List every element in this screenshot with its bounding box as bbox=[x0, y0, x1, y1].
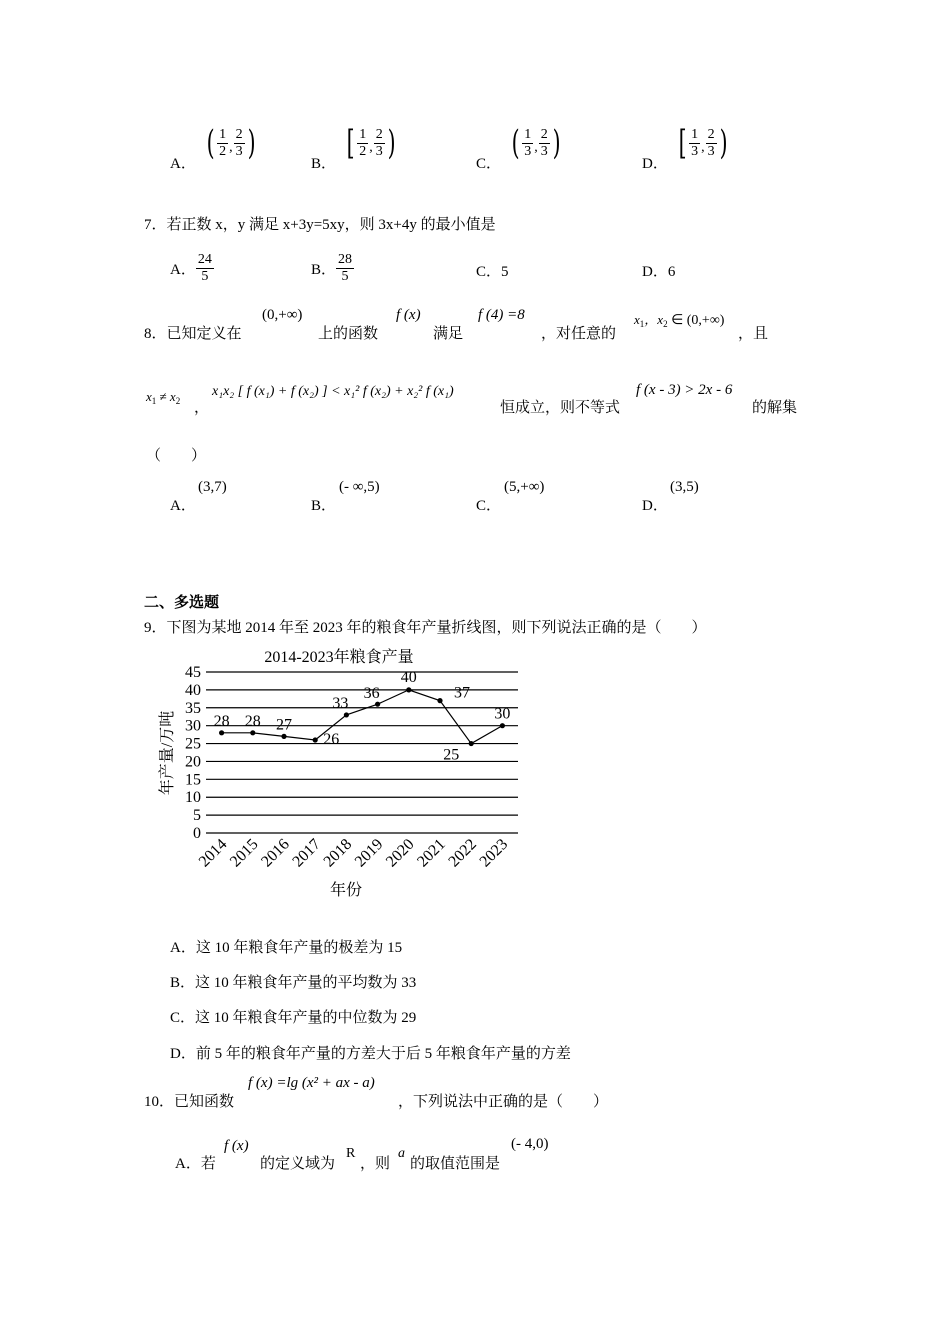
q6-option-label: A． bbox=[170, 155, 196, 172]
q7-option-b-label: B． bbox=[311, 261, 337, 278]
y-tick-label: 0 bbox=[193, 825, 201, 842]
q6-fraction-2 bbox=[706, 127, 717, 160]
q6-denominator-1: 2 bbox=[359, 143, 367, 159]
q10-option-a-text-4: 的取值范围是 bbox=[410, 1156, 501, 1172]
q9-option-b[interactable]: B．这 10 年粮食年产量的平均数为 33 bbox=[170, 975, 417, 991]
q6-left-bracket: [ bbox=[346, 123, 355, 163]
q6-option-interval: [ $\frac{1}{3}$ , $\frac{2}{3}$ ) bbox=[678, 123, 728, 163]
data-label: 36 bbox=[363, 685, 380, 703]
data-label: 25 bbox=[443, 746, 460, 764]
y-tick-label: 15 bbox=[185, 771, 201, 789]
q8-blank: （ ） bbox=[146, 448, 207, 464]
q9-stem: 9．下图为某地 2014 年至 2023 年的粮食年产量折线图，则下列说法正确的是（ ） bbox=[144, 620, 707, 636]
q9-option-d[interactable]: D．前 5 年的粮食年产量的方差大于后 5 年粮食年产量的方差 bbox=[170, 1046, 571, 1062]
q7-option-a-numerator: 24 bbox=[197, 251, 212, 267]
q8-option-b-label[interactable]: B． bbox=[311, 498, 337, 514]
q7-option-a-label: A． bbox=[170, 261, 196, 278]
q8-math-target-ineq: f (x - 3) > 2x - 6 bbox=[636, 382, 733, 398]
q10-option-a-R: R bbox=[346, 1146, 356, 1161]
q6-numerator-2: 2 bbox=[235, 126, 243, 142]
q8-text-2: 上的函数 bbox=[318, 326, 379, 342]
q10-text-1: 10．已知函数 bbox=[144, 1094, 235, 1110]
data-point bbox=[437, 698, 442, 703]
q8-text-1: 8．已知定义在 bbox=[144, 326, 242, 342]
y-tick-label: 30 bbox=[185, 717, 201, 735]
q7-option-c[interactable]: C．5 bbox=[476, 264, 509, 280]
data-point bbox=[219, 730, 224, 735]
section-heading: 二、多选题 bbox=[144, 595, 220, 611]
q6-denominator-2: 3 bbox=[540, 143, 548, 159]
q6-option-label: B． bbox=[311, 155, 337, 172]
q6-numerator-2: 2 bbox=[540, 126, 548, 142]
q6-option-b[interactable] bbox=[311, 124, 398, 174]
data-point bbox=[500, 723, 505, 728]
q10-math-function: f (x) =lg (x² + ax - a) bbox=[248, 1075, 375, 1091]
q8-math-inequality: x₁x₂ [ f (x₁) + f (x₂) ] < x₁² f (x₂) + x₂² f (x₁) bbox=[212, 384, 454, 399]
q6-denominator-1: 3 bbox=[524, 143, 532, 159]
y-tick-label: 10 bbox=[185, 789, 201, 807]
q8-math-x2: ，x bbox=[644, 312, 664, 327]
q6-left-bracket: ( bbox=[511, 123, 520, 163]
q6-denominator-2: 3 bbox=[375, 143, 383, 159]
y-tick-label: 25 bbox=[185, 735, 201, 753]
q6-denominator-1: 2 bbox=[219, 143, 227, 159]
data-label: 37 bbox=[454, 684, 470, 702]
data-point bbox=[344, 712, 349, 717]
x-tick-label: 2014 bbox=[195, 835, 231, 871]
q6-option-label: C． bbox=[476, 155, 502, 172]
x-tick-label: 2023 bbox=[476, 835, 512, 871]
q9-option-c[interactable]: C．这 10 年粮食年产量的中位数为 29 bbox=[170, 1010, 417, 1026]
q8-comma: ， bbox=[194, 400, 210, 416]
q6-right-bracket: ) bbox=[247, 123, 256, 163]
q6-numerator-1: 1 bbox=[219, 126, 227, 142]
chart-title: 2014-2023年粮食产量 bbox=[264, 649, 414, 666]
q6-numerator-1: 1 bbox=[524, 126, 532, 142]
q7-option-b-denominator: 5 bbox=[341, 268, 349, 284]
production-line-chart bbox=[140, 640, 540, 905]
q10-option-a-range: (- 4,0) bbox=[511, 1136, 549, 1152]
chart-xlabel: 年份 bbox=[329, 882, 363, 899]
q8-math-fx: f (x) bbox=[396, 307, 421, 323]
q8-text-6: 恒成立，则不等式 bbox=[500, 400, 621, 416]
x-tick-label: 2016 bbox=[258, 835, 293, 871]
q6-option-c[interactable] bbox=[476, 124, 563, 174]
q6-fraction-2 bbox=[234, 127, 245, 160]
q8-option-b-interval: (- ∞,5) bbox=[339, 479, 380, 495]
q6-numerator-2: 2 bbox=[375, 126, 383, 142]
x-tick-label: 2020 bbox=[382, 835, 418, 871]
q10-option-a[interactable] bbox=[175, 1152, 216, 1173]
q6-denominator-1: 3 bbox=[691, 143, 699, 159]
q7-stem: 7．若正数 x，y 满足 x+3y=5xy，则 3x+4y 的最小值是 bbox=[144, 217, 496, 233]
q7-option-a[interactable] bbox=[170, 246, 214, 290]
q6-denominator-2: 3 bbox=[235, 143, 243, 159]
q6-option-d[interactable] bbox=[642, 124, 730, 174]
q6-option-label: D． bbox=[642, 155, 668, 172]
q6-denominator-2: 3 bbox=[707, 143, 715, 159]
y-tick-label: 5 bbox=[193, 807, 201, 825]
q7-option-b-numerator: 28 bbox=[338, 251, 353, 267]
q6-fraction-1 bbox=[689, 127, 700, 160]
x-tick-label: 2017 bbox=[289, 835, 325, 871]
data-point bbox=[469, 741, 474, 746]
q6-fraction-1 bbox=[522, 127, 533, 160]
q8-math-domain: (0,+∞) bbox=[262, 307, 303, 323]
q8-text-5: ，且 bbox=[738, 326, 769, 342]
data-label: 30 bbox=[494, 705, 511, 723]
q6-option-interval: [ $\frac{1}{2}$ , $\frac{2}{3}$ ) bbox=[346, 123, 396, 163]
q8-math-neq: $x_1 \ne x_2$ bbox=[146, 389, 181, 406]
q6-fraction-1 bbox=[217, 127, 228, 160]
q6-option-interval: ( $\frac{1}{2}$ , $\frac{2}{3}$ ) bbox=[206, 123, 256, 163]
data-point bbox=[406, 687, 411, 692]
q8-math-neq-x2: ≠ x bbox=[156, 389, 176, 404]
q10-text-2: ，下列说法中正确的是（ ） bbox=[398, 1094, 609, 1110]
q8-option-c-interval: (5,+∞) bbox=[504, 479, 545, 495]
q8-math-in-interval: ∈ (0,+∞) bbox=[667, 313, 725, 328]
q8-math-x1: x bbox=[634, 312, 640, 327]
q10-option-a-fx: f (x) bbox=[224, 1138, 249, 1154]
q6-numerator-1: 1 bbox=[691, 126, 699, 142]
q6-right-bracket: ) bbox=[387, 123, 396, 163]
q7-option-d[interactable]: D．6 bbox=[642, 264, 676, 280]
q10-option-a-text-1: A．若 bbox=[175, 1156, 216, 1172]
q6-fraction-1 bbox=[357, 127, 368, 160]
q8-text-4: ，对任意的 bbox=[541, 326, 617, 342]
data-point bbox=[250, 730, 255, 735]
q8-math-f4: f (4) =8 bbox=[478, 307, 525, 323]
q8-math-any: $x_1$，$x_2$ ∈ (0,+∞) bbox=[634, 312, 725, 329]
q6-left-bracket: [ bbox=[678, 123, 687, 163]
q6-right-bracket: ) bbox=[552, 123, 561, 163]
q6-numerator-2: 2 bbox=[707, 126, 715, 142]
x-tick-label: 2021 bbox=[414, 835, 449, 871]
y-tick-label: 45 bbox=[185, 664, 201, 681]
q8-math-neq-x1: x bbox=[146, 389, 152, 404]
data-label: 28 bbox=[244, 712, 261, 730]
q6-fraction-2 bbox=[374, 127, 385, 160]
y-tick-label: 20 bbox=[185, 753, 201, 771]
q6-right-bracket: ) bbox=[719, 123, 728, 163]
y-tick-label: 35 bbox=[185, 699, 201, 717]
data-point bbox=[281, 734, 286, 739]
data-label: 26 bbox=[323, 730, 340, 748]
y-tick-label: 40 bbox=[185, 681, 201, 699]
q6-numerator-1: 1 bbox=[359, 126, 367, 142]
x-tick-label: 2019 bbox=[351, 835, 387, 871]
q7-option-b-fraction bbox=[336, 252, 354, 285]
q6-option-a[interactable] bbox=[170, 124, 258, 174]
q6-fraction-2 bbox=[539, 127, 550, 160]
q8-option-c-label[interactable]: C． bbox=[476, 498, 502, 514]
q8-option-d-label[interactable]: D． bbox=[642, 498, 668, 514]
q9-option-a[interactable]: A．这 10 年粮食年产量的极差为 15 bbox=[170, 940, 403, 956]
q7-option-a-denominator: 5 bbox=[201, 268, 209, 284]
chart-ylabel: 年产量/万吨 bbox=[159, 710, 176, 796]
x-tick-label: 2018 bbox=[320, 835, 356, 871]
q8-text-3: 满足 bbox=[433, 326, 464, 342]
x-tick-label: 2022 bbox=[445, 835, 481, 871]
q6-option-interval: ( $\frac{1}{3}$ , $\frac{2}{3}$ ) bbox=[511, 123, 561, 163]
x-tick-label: 2015 bbox=[226, 835, 262, 871]
q10-option-a-a: a bbox=[398, 1146, 405, 1161]
q8-text-7: 的解集 bbox=[752, 400, 798, 416]
data-label: 28 bbox=[213, 712, 230, 730]
q10-option-a-text-2: 的定义域为 bbox=[260, 1156, 336, 1172]
data-label: 40 bbox=[400, 668, 417, 686]
q8-option-d-interval: (3,5) bbox=[670, 479, 699, 495]
q10-option-a-text-3: ，则 bbox=[360, 1156, 391, 1172]
q8-option-a-label[interactable]: A． bbox=[170, 498, 196, 514]
data-point bbox=[313, 737, 318, 742]
data-label: 27 bbox=[276, 716, 292, 734]
q6-left-bracket: ( bbox=[206, 123, 215, 163]
data-point bbox=[375, 702, 380, 707]
q7-option-b[interactable] bbox=[311, 246, 354, 290]
q8-option-a-interval: (3,7) bbox=[198, 479, 227, 495]
q7-option-a-fraction bbox=[196, 252, 214, 285]
data-label: 33 bbox=[332, 694, 349, 712]
